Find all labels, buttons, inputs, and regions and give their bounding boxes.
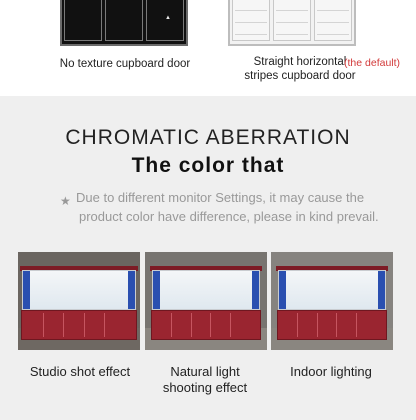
door-panel — [314, 0, 352, 41]
photo-caption-natural-line2: shooting effect — [162, 380, 248, 395]
natural-light-photo — [145, 252, 267, 350]
star-icon: ★ — [60, 194, 71, 208]
door-panel — [146, 0, 184, 41]
door-options-section — [0, 0, 416, 96]
photo-caption-natural-line1: Natural light — [170, 364, 240, 379]
door-panel — [273, 0, 311, 41]
striped-door-caption-line1: Straight horizontal — [253, 56, 347, 68]
photo-caption-indoor: Indoor lighting — [290, 364, 372, 379]
striped-door-caption-line2: stripes cupboard door — [244, 70, 356, 82]
no-texture-door-caption: No texture cupboard door — [59, 58, 191, 70]
default-tag: (the default) — [344, 57, 401, 69]
door-panel — [232, 0, 270, 41]
section-title: CHROMATIC ABERRATION — [65, 126, 351, 149]
note-line2: product color have difference, please in kind prevail. — [79, 209, 379, 224]
no-texture-door-image — [60, 0, 188, 46]
chromatic-aberration-section — [0, 96, 416, 420]
brand-logo-icon: ▲ — [165, 15, 171, 21]
indoor-lighting-photo — [271, 252, 393, 350]
door-panel — [64, 0, 102, 41]
note-line1: Due to different monitor Settings, it may cause the — [76, 190, 365, 205]
section-subtitle: The color that — [131, 154, 285, 177]
door-panel — [105, 0, 171, 41]
striped-door-image — [228, 0, 356, 46]
studio-shot-photo — [18, 252, 140, 350]
photo-caption-studio: Studio shot effect — [29, 364, 131, 379]
